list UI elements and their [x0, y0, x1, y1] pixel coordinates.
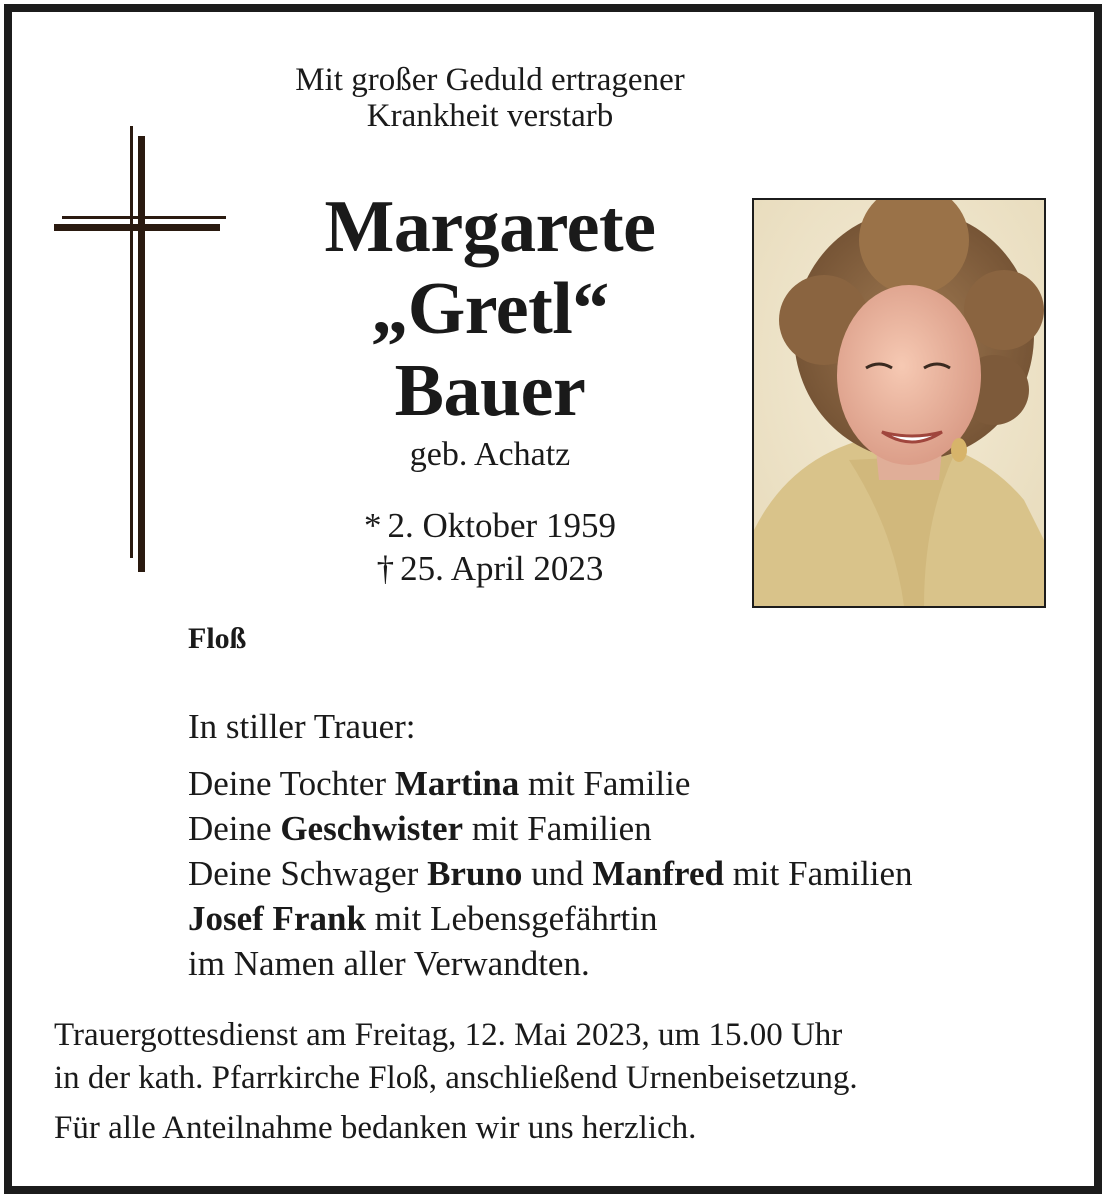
life-dates [290, 504, 690, 590]
mourner-text: mit Familien [723, 854, 913, 893]
service-line-2: in der kath. Pfarrkirche Floß, anschließend Urnenbeisetzung. [54, 1060, 858, 1096]
birth-date: 2. Oktober 1959 [387, 506, 616, 545]
death-symbol: † [376, 549, 395, 588]
mourners-heading: In stiller Trauer: [188, 707, 416, 746]
portrait-photo [752, 198, 1046, 608]
mourner-text: im Namen aller Verwandten. [188, 944, 590, 983]
mourner-name: Martina [394, 764, 520, 803]
mourners-list [188, 704, 913, 986]
first-name: Margarete [324, 186, 656, 268]
mourner-name: Manfred [592, 854, 724, 893]
mourner-name: Josef Frank [188, 899, 366, 938]
cross-icon [52, 126, 232, 576]
mourner-line [188, 896, 913, 941]
mourner-text: mit Lebensgefährtin [365, 899, 658, 938]
born-name: geb. Achatz [409, 436, 571, 473]
nickname: „Gretl“ [371, 268, 609, 350]
portrait-illustration [754, 200, 1044, 606]
death-date: 25. April 2023 [400, 549, 604, 588]
birth-symbol: * [364, 506, 382, 545]
service-line-1: Trauergottesdienst am Freitag, 12. Mai 2023, um 15.00 Uhr [54, 1017, 843, 1053]
mourner-text: mit Familien [463, 809, 652, 848]
intro-text [190, 62, 790, 135]
mourner-line [188, 806, 913, 851]
mourner-text: Deine Tochter [188, 764, 395, 803]
mourner-line [188, 941, 913, 986]
intro-line-1: Mit großer Geduld ertragener [295, 62, 685, 98]
mourner-text: mit Familie [519, 764, 691, 803]
mourner-line [188, 761, 913, 806]
mourner-text: Deine Schwager [188, 854, 428, 893]
surname: Bauer [394, 350, 586, 432]
thanks-text: Für alle Anteilnahme bedanken wir uns herzlich. [54, 1110, 697, 1146]
death-line [290, 547, 690, 590]
place-name: Floß [188, 622, 247, 655]
intro-line-2: Krankheit verstarb [366, 98, 614, 135]
deceased-name [240, 186, 740, 432]
birth-line [290, 504, 690, 547]
mourner-line [188, 851, 913, 896]
mourner-text: Deine [188, 809, 281, 848]
mourner-name: Bruno [427, 854, 523, 893]
mourner-name: Geschwister [280, 809, 464, 848]
mourner-text: und [522, 854, 593, 893]
funeral-service-info [54, 1014, 858, 1100]
